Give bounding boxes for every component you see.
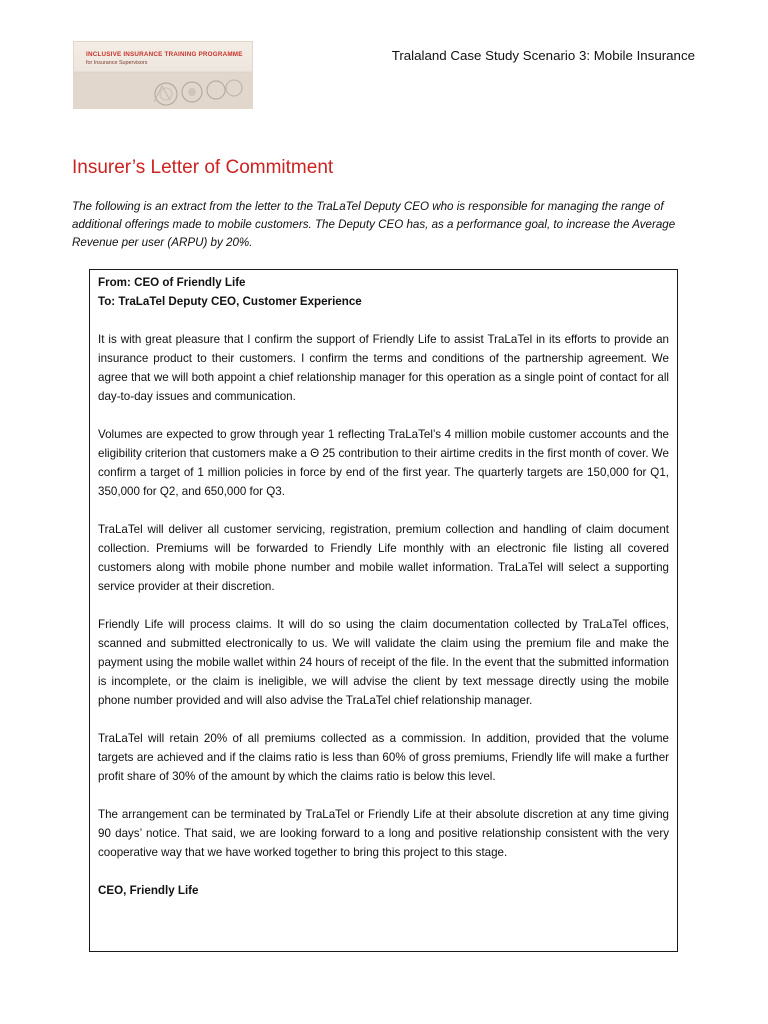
letter-paragraph: TraLaTel will deliver all customer servicing, registration, premium collection and handling of claim document collection. Premiums will be forwarded to Friendly Life monthly with an electronic file listing all covered customers along with mobile phone number and mobile wallet information. TraLaTel will select a supporting service provider at their discretion. — [98, 523, 669, 593]
intro-paragraph: The following is an extract from the letter to the TraLaTel Deputy CEO who is responsible for managing the range of additional offerings made to mobile customers. The Deputy CEO has, as a performance goal, to increase the Average Revenue per user (ARPU) by 20%. — [72, 200, 676, 249]
section-heading: Insurer’s Letter of Commitment — [72, 157, 334, 178]
letter-paragraph: Friendly Life will process claims. It will do so using the claim documentation collected by TraLaTel offices, scanned and submitted electronically to us. We will validate the claim using the premium file and make the payment using the mobile wallet within 24 hours of receipt of the file. In the event that the submitted information is incomplete, or the claim is ineligible, we will advise the client by text message directly using the mobile phone number provided and will also advise the TraLaTel chief relationship manager. — [98, 618, 669, 707]
letter-paragraph: Volumes are expected to grow through year 1 reflecting TraLaTel’s 4 million mobile customer accounts and the eligibility criterion that customers make a Θ 25 contribution to their airtime credits in the first month of cover. We confirm a target of 1 million policies in force by end of the first year. The quarterly targets are 150,000 for Q1, 350,000 for Q2, and 650,000 for Q3. — [98, 428, 669, 498]
letter-from: From: CEO of Friendly Life — [98, 276, 246, 289]
programme-logo — [73, 41, 253, 109]
letter-paragraph: The arrangement can be terminated by TraLaTel or Friendly Life at their absolute discretion at any time giving 90 days’ notice. That said, we are looking forward to a long and positive relationship consistent with the very cooperative way that we have worked together to bring this project to this stage. — [98, 808, 669, 859]
letter-to: To: TraLaTel Deputy CEO, Customer Experience — [98, 295, 362, 308]
letter-paragraph: TraLaTel will retain 20% of all premiums collected as a commission. In addition, provided that the volume targets are achieved and if the claims ratio is less than 60% of gross premiums, Friendly life will make a further profit share of 30% of the amount by which the claims ratio is below this level. — [98, 732, 669, 783]
logo-subtitle: for Insurance Supervisors — [86, 60, 148, 66]
letter-paragraph: It is with great pleasure that I confirm the support of Friendly Life to assist TraLaTel in its efforts to provide an insurance product to their customers. I confirm the terms and conditions of the partnership agreement. We agree that we will both appoint a chief relationship manager for this operation as a single point of contact for all day-to-day issues and communication. — [98, 333, 669, 403]
letter-box — [89, 269, 678, 952]
letter-signoff: CEO, Friendly Life — [98, 884, 199, 897]
logo-title: INCLUSIVE INSURANCE TRAINING PROGRAMME — [86, 51, 243, 58]
document-header-title: Tralaland Case Study Scenario 3: Mobile Insurance — [391, 48, 695, 63]
